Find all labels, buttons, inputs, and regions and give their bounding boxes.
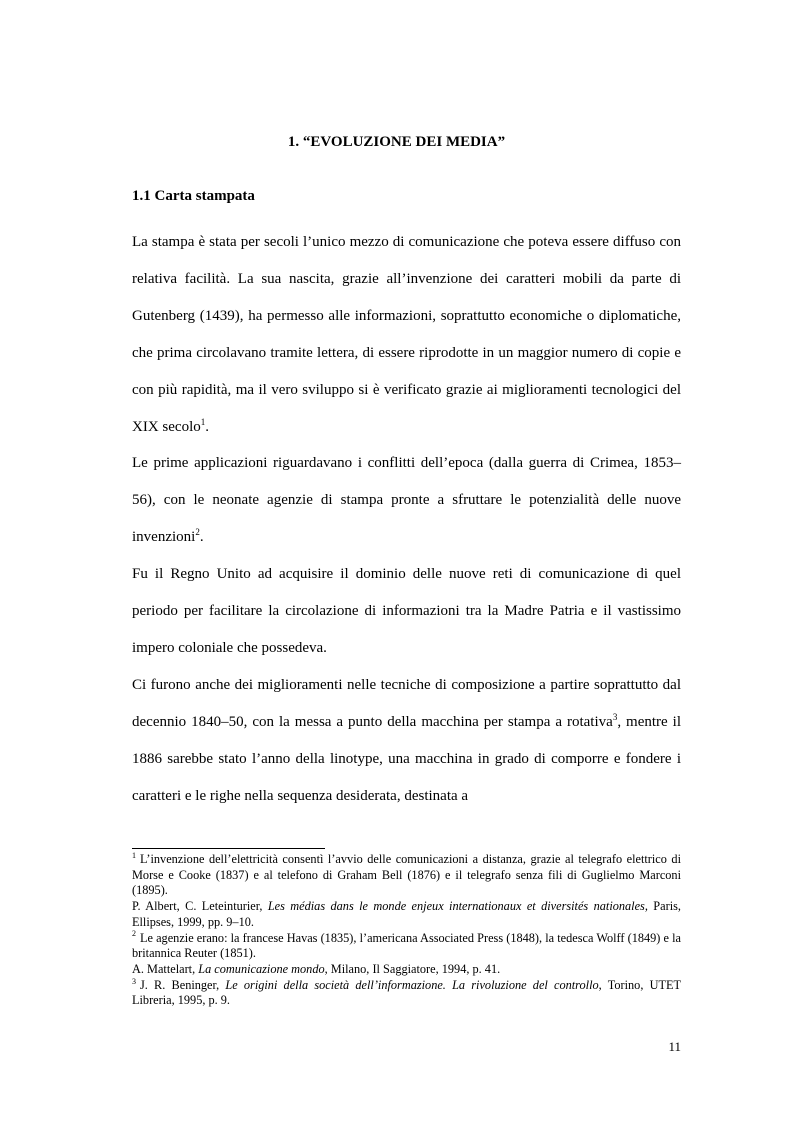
paragraph-1-end: . — [205, 418, 209, 435]
footnote-2-publisher: , Milano, Il Saggiatore, 1994, p. 41. — [324, 961, 501, 976]
page-number: 11 — [668, 1039, 681, 1054]
footnote-2-number: 2 — [132, 929, 136, 939]
paragraph-2 — [132, 445, 681, 556]
paragraph-1 — [132, 224, 681, 445]
footnote-1-authors: P. Albert, C. Leteinturier, — [132, 899, 268, 914]
section-title: 1.1 Carta stampata — [132, 188, 255, 204]
paragraph-4-text: Ci furono anche dei miglioramenti nelle tecniche di composizione a partire soprattutto dal decennio 1840–50, con la messa a punto della macchina per stampa a rotativa — [132, 676, 681, 730]
footnote-1-book-title: Les médias dans le monde enjeux internationaux et diversités nationales, — [267, 899, 648, 914]
footnote-ref-2[interactable]: 2 — [195, 527, 200, 538]
paragraph-3-text: Fu il Regno Unito ad acquisire il dominio delle nuove reti di comunicazione di quel periodo per facilitare la circolazione di informazioni tra la Madre Patria e il vastissimo impero coloniale che possedeva. — [132, 566, 681, 656]
paragraph-2-end: . — [199, 529, 204, 546]
paragraph-4 — [132, 667, 681, 815]
footnote-3 — [132, 978, 681, 1009]
footnote-2-text: Le agenzie erano: la francese Havas (1835), l’americana Associated Press (1848), la tedesca Wolff (1849) e la britannica Reuter (1851). — [132, 930, 681, 961]
paragraph-2-text: Le prime applicazioni riguardavano i conflitti dell’epoca (dalla guerra di Crimea, 1853–56), con le neonate agenzie di stampa pronte a sfruttare le potenzialità delle nuove invenzioni — [132, 455, 681, 546]
paragraph-3 — [132, 556, 681, 667]
footnote-1-publisher: Paris, Ellipses, 1999, pp. 9–10. — [132, 899, 681, 929]
footnote-3-authors: J. R. Beninger, — [140, 977, 226, 992]
chapter-title: 1. “EVOLUZIONE DEI MEDIA” — [287, 134, 506, 150]
footnote-2 — [132, 931, 681, 962]
footnotes — [132, 852, 681, 1009]
body-text — [132, 224, 681, 815]
footnote-divider — [132, 848, 325, 849]
footnote-3-publisher: , Torino, UTET Libreria, 1995, p. 9. — [132, 977, 682, 1008]
footnote-2-book-title: La comunicazione mondo — [198, 961, 325, 976]
footnote-1-citation — [132, 899, 681, 930]
footnote-1-number: 1 — [132, 850, 136, 860]
footnote-ref-1[interactable]: 1 — [200, 416, 206, 427]
paragraph-4-end: , mentre il 1886 sarebbe stato l’anno della linotype, una macchina in grado di comporre e fondere i caratteri e le righe nella sequenza desiderata, destinata a — [132, 713, 681, 804]
footnote-3-book-title: Le origini della società dell’informazione. La rivoluzione del controllo — [225, 977, 599, 992]
footnote-3-number: 3 — [132, 976, 136, 986]
footnote-2-authors: A. Mattelart, — [132, 961, 199, 976]
footnote-1-text: L’invenzione dell’elettricità consentì l’avvio delle comunicazioni a distanza, grazie al telegrafo elettrico di Morse e Cooke (1837) e al telefono di Graham Bell (1876) e il telegrafo senza fili di Guglielmo Marconi (1895). — [132, 852, 681, 898]
footnote-2-citation — [132, 962, 681, 978]
footnote-1 — [132, 852, 681, 899]
footnote-ref-3[interactable]: 3 — [612, 711, 618, 722]
paragraph-1-text: La stampa è stata per secoli l’unico mezzo di comunicazione che poteva essere diffuso con relativa facilità. La sua nascita, grazie all’invenzione dei caratteri mobili da parte di Gutenberg (1439), ha permesso alle informazioni, soprattutto economiche o diplomatiche, che prima circolavano tramite lettera, di essere riprodotte in un maggior numero di copie e con più rapidità, ma il vero sviluppo si è verificato grazie ai miglioramenti tecnologici del XIX secolo — [132, 234, 681, 435]
